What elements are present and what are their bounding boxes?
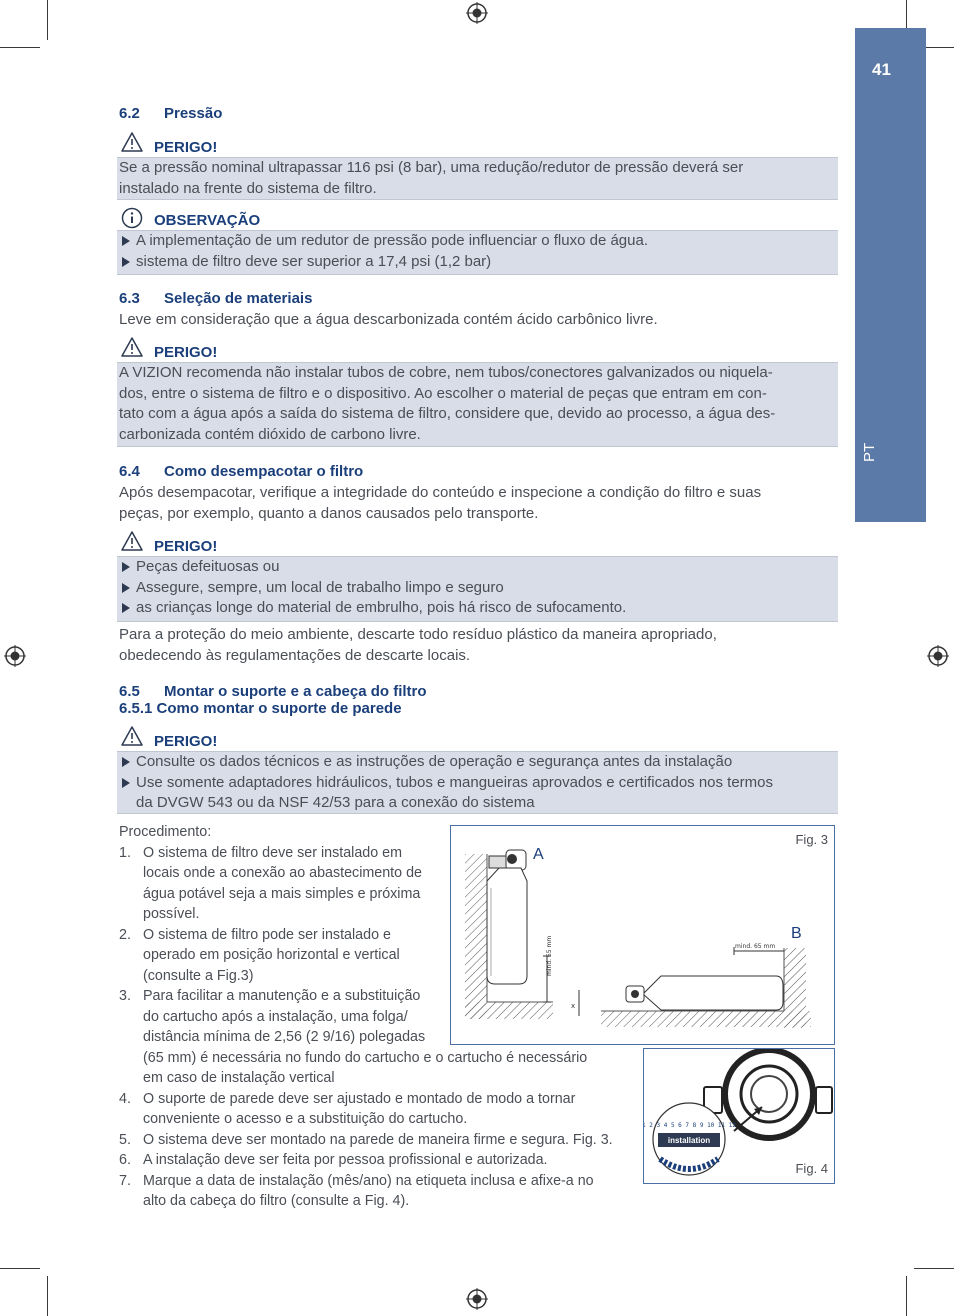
dimension-label: x [571,1002,576,1010]
list-item: 3. Para facilitar a manutenção e a substituição do cartucho após a instalação, uma folga/ distância mínima de 2,56 (2 9/16) polegadas (65 mm) é necessária no fundo do cartucho e o cartucho é necessário em caso de instalação vertical [119,988,588,1086]
warning-box [117,751,838,814]
note-box [117,230,838,275]
label-a: A [533,846,544,863]
list-item: Peças defeituosas ou [119,557,836,578]
warning-triangle-icon [121,337,143,357]
crop-mark [47,0,48,40]
crop-mark [906,1276,907,1316]
section-heading-6-3: 6.3 Seleção de materiais [119,290,313,307]
subsection-heading-6-5-1: 6.5.1 Como montar o suporte de parede [119,700,402,717]
list-item: 6. A instalação deve ser feita por pessoa profissional e autorizada. [119,1152,548,1168]
installation-diagram [451,826,834,1044]
warning-box: A VIZION recomenda não instalar tubos de cobre, nem tubos/conectores galvanizados ou niquela- dos, entre o sistema de filtro e o dispositivo. Ao escolher o material de peças que entram em con- tato com a água após a saída do sistema de filtro, considere que, devido ao processo, a água des- carbonizada contém dióxido de carbono livre. [117,362,838,447]
crop-mark [906,0,907,28]
list-item: 2. O sistema de filtro pode ser instalado e operado em posição horizontal e vertical (consulte a Fig.3) [119,926,400,984]
paragraph: Para a proteção do meio ambiente, descarte todo resíduo plástico da maneira apropriado, obedecendo às regulamentações de descarte locais. [119,626,717,664]
figure-caption: Fig. 4 [795,1160,828,1176]
list-item: 7. Marque a data de instalação (mês/ano) na etiqueta inclusa e afixe-a no alto da cabeça do filtro (consulte a Fig. 4). [119,1172,594,1209]
registration-mark-icon [4,645,26,667]
crop-mark [47,1276,48,1316]
list-item: 5. O sistema deve ser montado na parede de maneira firme e segura. Fig. 3. [119,1131,613,1148]
label-b: B [791,925,802,942]
warning-triangle-icon [121,531,143,551]
page-number: 41 [872,60,891,79]
crop-mark [926,47,954,48]
procedure-label: Procedimento: [119,824,212,840]
warning-box [117,556,838,622]
section-heading-6-4: 6.4 Como desempacotar o filtro [119,463,364,480]
sticker-label: installation [667,1136,711,1145]
list-item: 4. O suporte de parede deve ser ajustado e montado de modo a tornar conveniente o acesso e a substituição do cartucho. [119,1090,576,1127]
section-heading-6-2: 6.2 Pressão [119,105,223,122]
dimension-label: mind. 65 mm [546,935,553,976]
paragraph: Leve em consideração que a água descarbonizada contém ácido carbônico livre. [119,311,658,328]
list-item: Use somente adaptadores hidráulicos, tubos e mangueiras aprovados e certificados nos termos da DVGW 543 ou da NSF 42/53 para a conexão do sistema [119,773,836,814]
figure-caption: Fig. 3 [795,832,828,847]
figure-4 [643,1048,835,1184]
crop-mark [914,1268,954,1269]
section-heading-6-5: 6.5 Montar o suporte e a cabeça do filtro [119,683,427,700]
figure-3 [450,825,835,1045]
list-item: as crianças longe do material de embrulho, pois há risco de sufocamento. [119,598,836,619]
sticker-months: 1 2 3 4 5 6 7 8 9 10 11 12 [644,1122,736,1129]
list-item: sistema de filtro deve ser superior a 17,4 psi (1,2 bar) [119,252,836,273]
warning-box: Se a pressão nominal ultrapassar 116 psi (8 bar), uma redução/redutor de pressão deverá ser instalado na frente do sistema de filtro. [117,157,838,200]
crop-mark [0,47,40,48]
dimension-label: mind. 65 mm [735,943,776,950]
registration-mark-icon [927,645,949,667]
list-item: Consulte os dados técnicos e as instruções de operação e segurança antes da instalação [119,752,836,773]
warning-triangle-icon [121,132,143,152]
warning-triangle-icon [121,726,143,746]
info-icon [121,207,143,229]
registration-mark-icon [466,2,488,24]
crop-mark [0,1268,40,1269]
list-item: A implementação de um redutor de pressão pode influenciar o fluxo de água. [119,231,836,252]
list-item: 1. O sistema de filtro deve ser instalado em locais onde a conexão ao abastecimento de água potável seja a mais simples e próxima possível. [119,844,422,922]
paragraph: Após desempacotar, verifique a integridade do conteúdo e inspecione a condição do filtro e suas peças, por exemplo, quanto a danos causados pelo transporte. [119,484,762,522]
language-code: PT [861,442,878,462]
list-item: Assegure, sempre, um local de trabalho limpo e seguro [119,578,836,599]
registration-mark-icon [466,1288,488,1310]
